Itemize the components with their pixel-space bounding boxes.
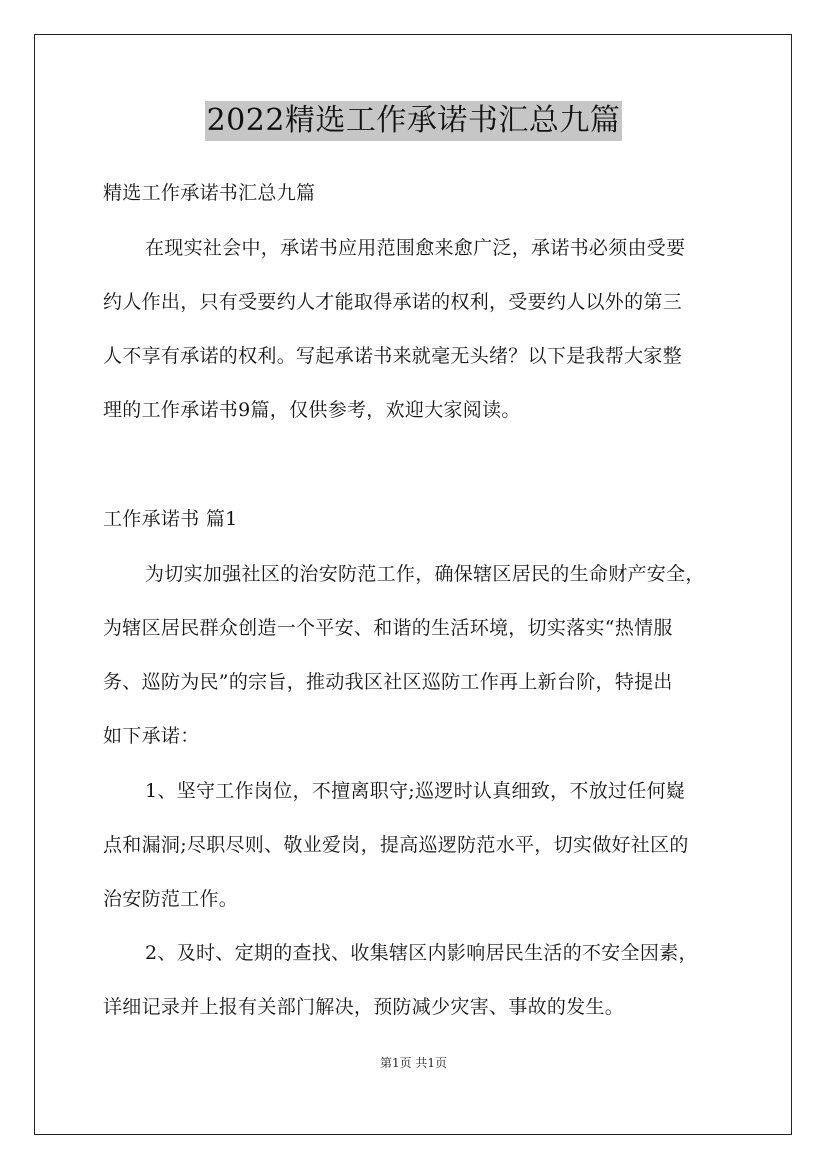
paragraph-line: 为辖区居民群众创造一个平安、和谐的生活环境，切实落实“热情服 (103, 617, 673, 639)
section-heading: 工作承诺书 篇1 (103, 508, 238, 530)
intro-line: 在现实社会中，承诺书应用范围愈来愈广泛，承诺书必须由受要 (145, 237, 686, 259)
paragraph-line: 点和漏洞;尽职尽则、敬业爱岗，提高巡逻防范水平，切实做好社区的 (103, 834, 689, 856)
intro-line: 约人作出，只有受要约人才能取得承诺的权利，受要约人以外的第三 (103, 291, 683, 313)
paragraph-line: 务、巡防为民”的宗旨，推动我区社区巡防工作再上新台阶，特提出 (103, 671, 673, 693)
subtitle: 精选工作承诺书汇总九篇 (103, 182, 316, 204)
paragraph-line: 1、坚守工作岗位，不擅离职守;巡逻时认真细致，不放过任何嶷 (145, 780, 686, 802)
document-title: 2022精选工作承诺书汇总九篇 (205, 101, 623, 141)
paragraph-line: 治安防范工作。 (103, 888, 239, 910)
intro-line: 理的工作承诺书9篇，仅供参考，欢迎大家阅读。 (103, 399, 521, 421)
paragraph-line: 如下承诺： (103, 725, 200, 747)
title-wrap (0, 101, 827, 141)
paragraph-line: 为切实加强社区的治安防范工作，确保辖区居民的生命财产安全， (145, 563, 705, 585)
paragraph-line: 2、及时、定期的查找、收集辖区内影响居民生活的不安全因素， (145, 942, 698, 964)
paragraph-line: 详细记录并上报有关部门解决，预防减少灾害、事故的发生。 (103, 996, 625, 1018)
intro-line: 人不享有承诺的权利。写起承诺书来就毫无头绪？以下是我帮大家整 (103, 345, 683, 367)
page-number-footer: 第1页 共1页 (379, 1056, 448, 1070)
